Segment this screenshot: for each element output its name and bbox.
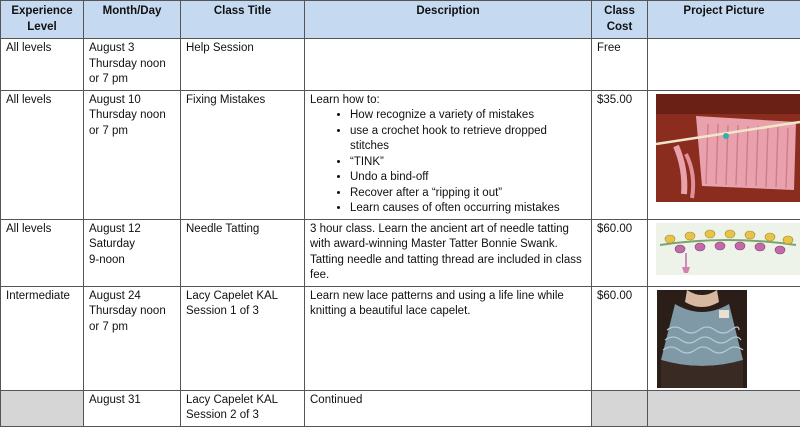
lace-capelet-photo bbox=[657, 290, 747, 388]
description-bullet: • “TINK” bbox=[350, 155, 586, 171]
description-text: 3 hour class. Learn the ancient art of needle tatting with award-winning Master Tatter Bonnie Swank. Tatting needle and tatting thread are included in class fee. bbox=[310, 222, 586, 284]
class-cost-cell: $60.00 bbox=[592, 286, 648, 390]
header-experience-level: Experience Level bbox=[1, 1, 84, 39]
description-bullet: • How recognize a variety of mistakes bbox=[350, 108, 586, 124]
description-cell bbox=[305, 90, 592, 219]
class-cost-cell bbox=[592, 390, 648, 426]
table-row bbox=[1, 390, 800, 426]
class-title-cell: Lacy Capelet KAL Session 1 of 3 bbox=[181, 286, 305, 390]
header-row bbox=[1, 1, 800, 39]
experience-level-cell: All levels bbox=[1, 90, 84, 219]
description-cell bbox=[305, 219, 592, 286]
class-cost-cell: $60.00 bbox=[592, 219, 648, 286]
header-project-picture: Project Picture bbox=[648, 1, 800, 39]
table-row bbox=[1, 39, 800, 91]
description-text: Learn new lace patterns and using a life line while knitting a beautiful lace capelet. bbox=[310, 289, 586, 320]
description-cell bbox=[305, 286, 592, 390]
table-row bbox=[1, 286, 800, 390]
project-picture-cell bbox=[648, 219, 800, 286]
pink-knitting-photo bbox=[656, 94, 800, 202]
date-cell: August 12 Saturday 9-noon bbox=[84, 219, 181, 286]
description-bullet-list bbox=[310, 108, 586, 217]
header-month-day: Month/Day bbox=[84, 1, 181, 39]
class-cost-cell: $35.00 bbox=[592, 90, 648, 219]
class-title-cell: Fixing Mistakes bbox=[181, 90, 305, 219]
date-cell: August 24 Thursday noon or 7 pm bbox=[84, 286, 181, 390]
date-cell: August 10 Thursday noon or 7 pm bbox=[84, 90, 181, 219]
description-bullet: • Learn causes of often occurring mistakes bbox=[350, 201, 586, 217]
description-text: Continued bbox=[310, 393, 586, 409]
experience-level-cell bbox=[1, 390, 84, 426]
project-picture-cell bbox=[648, 390, 800, 426]
experience-level-cell: Intermediate bbox=[1, 286, 84, 390]
tatting-lace-photo bbox=[656, 223, 800, 275]
class-title-cell: Help Session bbox=[181, 39, 305, 91]
class-title-cell: Needle Tatting bbox=[181, 219, 305, 286]
description-bullet: • Recover after a “ripping it out” bbox=[350, 186, 586, 202]
table-row bbox=[1, 90, 800, 219]
date-cell: August 31 bbox=[84, 390, 181, 426]
experience-level-cell: All levels bbox=[1, 219, 84, 286]
description-bullet: • Undo a bind-off bbox=[350, 170, 586, 186]
class-title-cell: Lacy Capelet KAL Session 2 of 3 bbox=[181, 390, 305, 426]
project-picture-cell bbox=[648, 39, 800, 91]
class-cost-cell: Free bbox=[592, 39, 648, 91]
description-cell bbox=[305, 39, 592, 91]
experience-level-cell: All levels bbox=[1, 39, 84, 91]
header-class-title: Class Title bbox=[181, 1, 305, 39]
header-class-cost: Class Cost bbox=[592, 1, 648, 39]
project-picture-cell bbox=[648, 286, 800, 390]
description-bullet: • use a crochet hook to retrieve dropped stitches bbox=[350, 124, 586, 155]
project-picture-cell bbox=[648, 90, 800, 219]
description-cell bbox=[305, 390, 592, 426]
header-description: Description bbox=[305, 1, 592, 39]
date-cell: August 3 Thursday noon or 7 pm bbox=[84, 39, 181, 91]
table-row bbox=[1, 219, 800, 286]
description-intro: Learn how to: bbox=[310, 93, 586, 109]
